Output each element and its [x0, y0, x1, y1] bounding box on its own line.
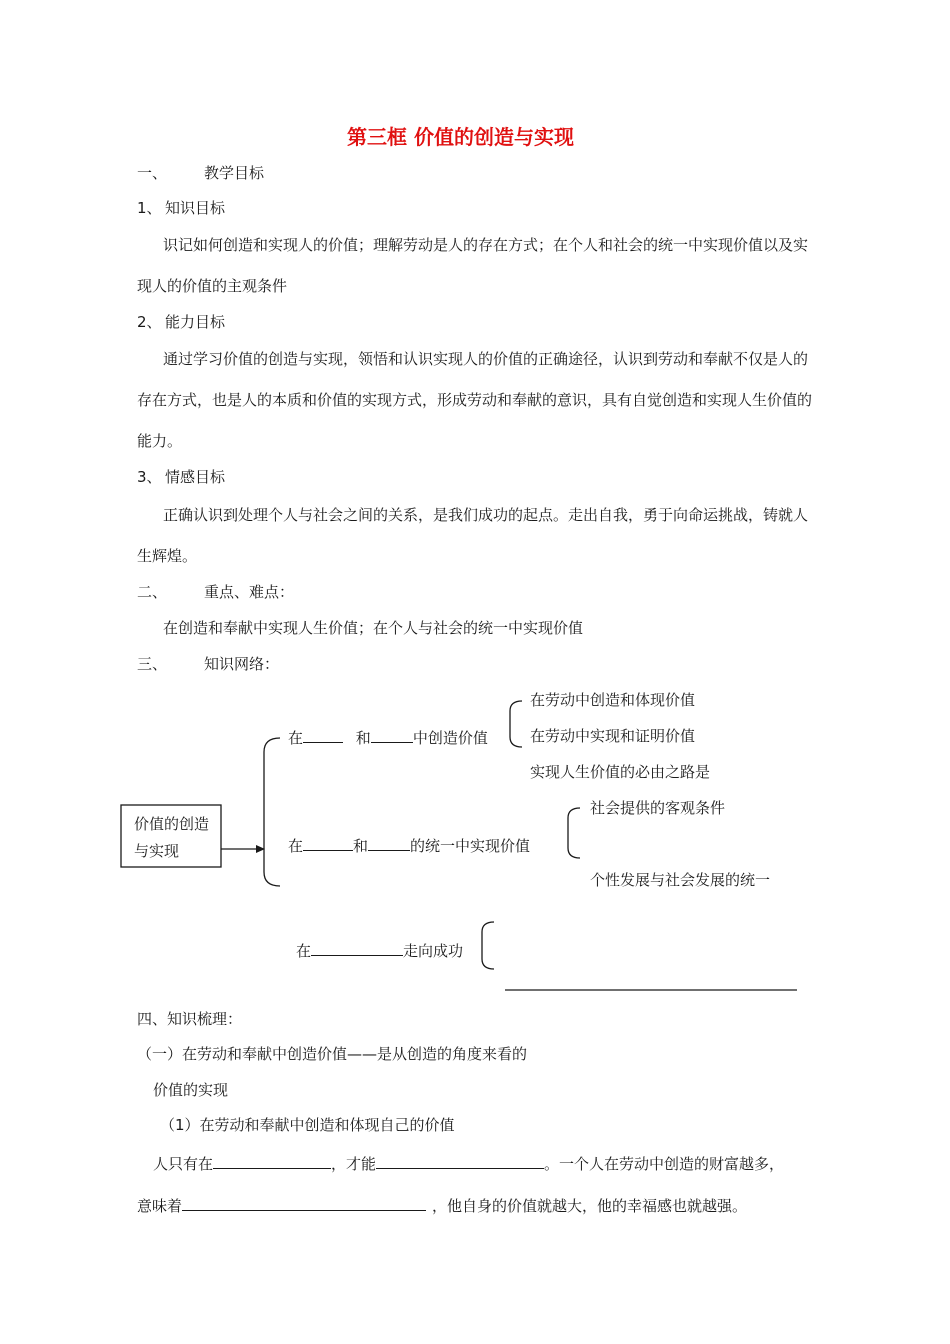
- diagram-root: 价值的创造与实现: [134, 815, 210, 860]
- fill-in-line-2: 意味着 ，他自身的价值就越大，他的幸福感也就越强。: [137, 1194, 747, 1216]
- branch1-item-1: 在劳动中创造和体现价值: [530, 691, 696, 709]
- goal3-label: 情感目标: [165, 468, 226, 486]
- goal1-label: 知识目标: [165, 199, 226, 217]
- branch2-item-2: 个性发展与社会发展的统一: [590, 871, 771, 889]
- branch1-note: 实现人生价值的必由之路是: [530, 763, 711, 781]
- goal3-number: 3、: [137, 468, 162, 486]
- section1-number: 一、: [137, 164, 168, 182]
- branch1-label: 在 和 中创造价值: [288, 726, 488, 748]
- branch1-item-2: 在劳动中实现和证明价值: [530, 727, 696, 745]
- goal3-text: 正确认识到处理个人与社会之间的关系，是我们成功的起点。走出自我，勇于向命运挑战，铸就人生辉煌。: [137, 506, 809, 565]
- branch2-item-1: 社会提供的客观条件: [590, 799, 726, 817]
- branch3-label: 在 走向成功: [296, 939, 463, 961]
- section2-heading: 重点、难点：: [204, 583, 295, 601]
- section2-number: 二、: [137, 583, 168, 601]
- section2-text: 在创造和奉献中实现人生价值；在个人与社会的统一中实现价值: [163, 619, 584, 637]
- section4-item1: （1）在劳动和奉献中创造和体现自己的价值: [160, 1116, 455, 1134]
- section4-sub1: （一）在劳动和奉献中创造价值——是从创造的角度来看的: [137, 1045, 528, 1063]
- section3-heading: 知识网络：: [204, 655, 280, 673]
- fill-in-line-1: 人只有在 ，才能 。一个人在劳动中创造的财富越多，: [153, 1152, 784, 1174]
- branch2-label: 在 和 的统一中实现价值: [288, 834, 530, 856]
- goal2-label: 能力目标: [165, 313, 226, 331]
- section4-sub1a: 价值的实现: [153, 1081, 229, 1099]
- goal1-number: 1、: [137, 199, 162, 217]
- goal2-number: 2、: [137, 313, 162, 331]
- section1-heading: 教学目标: [204, 164, 265, 182]
- goal2-text: 通过学习价值的创造与实现，领悟和认识实现人的价值的正确途径，认识到劳动和奉献不仅是人的存在方式，也是人的本质和价值的实现方式，形成劳动和奉献的意识，具有自觉创造和实现人生价值的能力。: [137, 350, 813, 450]
- page-title: 第三框 价值的创造与实现: [347, 125, 574, 149]
- goal1-text: 识记如何创造和实现人的价值；理解劳动是人的存在方式；在个人和社会的统一中实现价值以及实现人的价值的主观条件: [137, 236, 809, 295]
- section3-number: 三、: [137, 655, 168, 673]
- section4-heading: 四、知识梳理：: [137, 1010, 243, 1028]
